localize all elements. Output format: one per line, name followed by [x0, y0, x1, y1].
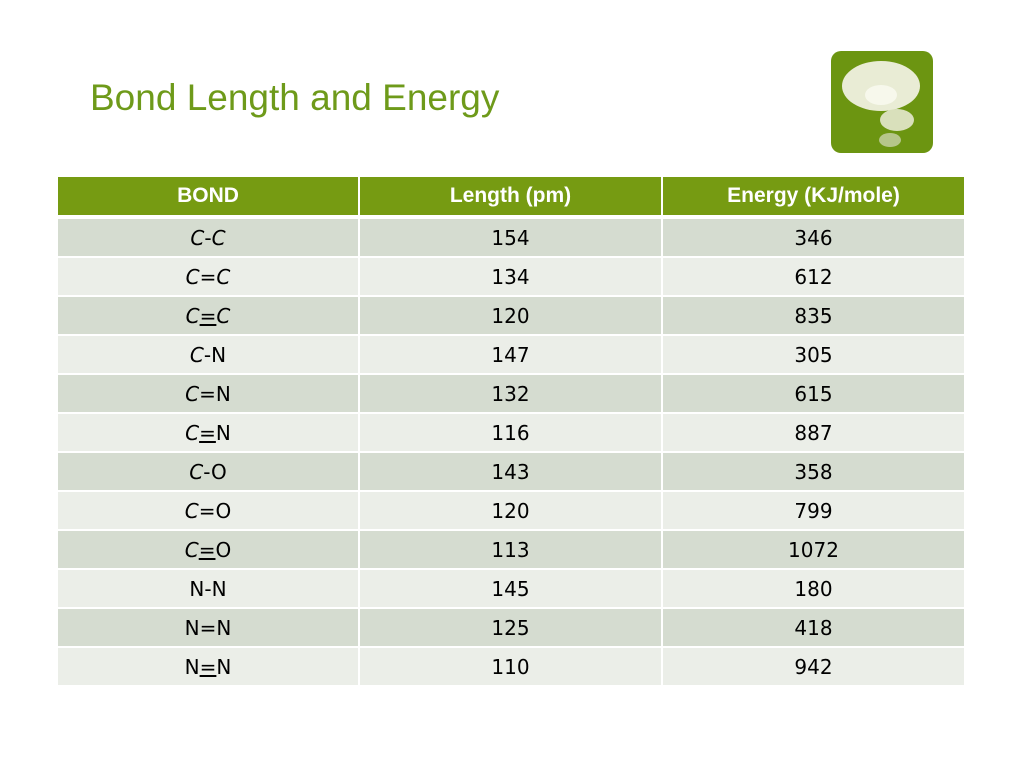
atom-symbol: C — [185, 381, 200, 406]
table-row — [57, 374, 965, 413]
length-cell: 132 — [359, 374, 662, 413]
atom-symbol: N — [211, 342, 227, 367]
table-row — [57, 530, 965, 569]
bond-symbol: = — [199, 264, 217, 289]
atom-symbol: C — [190, 225, 205, 250]
atom-symbol: C — [185, 303, 200, 328]
atom-symbol: C — [216, 303, 231, 328]
atom-symbol: N — [216, 615, 232, 640]
bond-cell — [57, 413, 359, 452]
energy-cell: 1072 — [662, 530, 965, 569]
bond-cell — [57, 257, 359, 296]
bond-cell — [57, 608, 359, 647]
column-header-bond: BOND — [57, 176, 359, 217]
length-cell: 147 — [359, 335, 662, 374]
bond-symbol: = — [199, 420, 216, 445]
table-row — [57, 217, 965, 257]
length-cell: 116 — [359, 413, 662, 452]
atom-symbol: C — [184, 498, 199, 523]
atom-symbol: N — [184, 615, 200, 640]
bond-symbol: = — [198, 498, 216, 523]
table-row — [57, 335, 965, 374]
column-header-length: Length (pm) — [359, 176, 662, 217]
energy-cell: 835 — [662, 296, 965, 335]
length-cell: 143 — [359, 452, 662, 491]
atom-symbol: C — [211, 225, 226, 250]
bond-cell — [57, 530, 359, 569]
atom-symbol: C — [189, 459, 204, 484]
atom-symbol: C — [185, 264, 200, 289]
bond-symbol: - — [203, 342, 212, 367]
length-cell: 120 — [359, 491, 662, 530]
energy-cell: 612 — [662, 257, 965, 296]
length-cell: 134 — [359, 257, 662, 296]
bond-cell — [57, 569, 359, 608]
atom-symbol: N — [215, 420, 231, 445]
thought-bubble-icon — [831, 51, 933, 153]
atom-symbol: O — [211, 459, 227, 484]
energy-cell: 358 — [662, 452, 965, 491]
atom-symbol: N — [211, 576, 227, 601]
table-row — [57, 452, 965, 491]
bond-cell — [57, 452, 359, 491]
table-row — [57, 647, 965, 686]
bond-symbol: - — [204, 576, 212, 601]
column-header-energy: Energy (KJ/mole) — [662, 176, 965, 217]
atom-symbol: N — [189, 576, 205, 601]
energy-cell: 799 — [662, 491, 965, 530]
bond-cell — [57, 647, 359, 686]
table-body — [57, 217, 965, 686]
bond-symbol: - — [204, 225, 212, 250]
table-row — [57, 413, 965, 452]
length-cell: 110 — [359, 647, 662, 686]
atom-symbol: O — [215, 498, 232, 523]
length-cell: 125 — [359, 608, 662, 647]
energy-cell: 942 — [662, 647, 965, 686]
bond-cell — [57, 296, 359, 335]
length-cell: 145 — [359, 569, 662, 608]
energy-cell: 418 — [662, 608, 965, 647]
bond-symbol: = — [199, 381, 216, 406]
table-row — [57, 569, 965, 608]
bond-cell — [57, 335, 359, 374]
bond-symbol: = — [198, 537, 216, 562]
atom-symbol: O — [215, 537, 232, 562]
energy-cell: 615 — [662, 374, 965, 413]
energy-cell: 180 — [662, 569, 965, 608]
table-row — [57, 257, 965, 296]
atom-symbol: C — [189, 342, 204, 367]
table-header-row — [57, 176, 965, 217]
bond-cell — [57, 491, 359, 530]
length-cell: 120 — [359, 296, 662, 335]
atom-symbol: N — [184, 654, 200, 679]
bond-symbol: = — [199, 615, 217, 640]
atom-symbol: N — [216, 654, 232, 679]
bond-symbol: - — [203, 459, 211, 484]
bond-symbol: = — [199, 654, 217, 679]
slide-title: Bond Length and Energy — [90, 77, 500, 118]
bond-cell — [57, 374, 359, 413]
energy-cell: 346 — [662, 217, 965, 257]
length-cell: 113 — [359, 530, 662, 569]
atom-symbol: C — [184, 537, 199, 562]
length-cell: 154 — [359, 217, 662, 257]
energy-cell: 887 — [662, 413, 965, 452]
atom-symbol: C — [185, 420, 200, 445]
table-row — [57, 296, 965, 335]
bond-cell — [57, 217, 359, 257]
bond-table — [56, 175, 966, 687]
table-row — [57, 491, 965, 530]
table-row — [57, 608, 965, 647]
energy-cell: 305 — [662, 335, 965, 374]
atom-symbol: C — [216, 264, 231, 289]
bond-symbol: = — [199, 303, 217, 328]
atom-symbol: N — [215, 381, 231, 406]
